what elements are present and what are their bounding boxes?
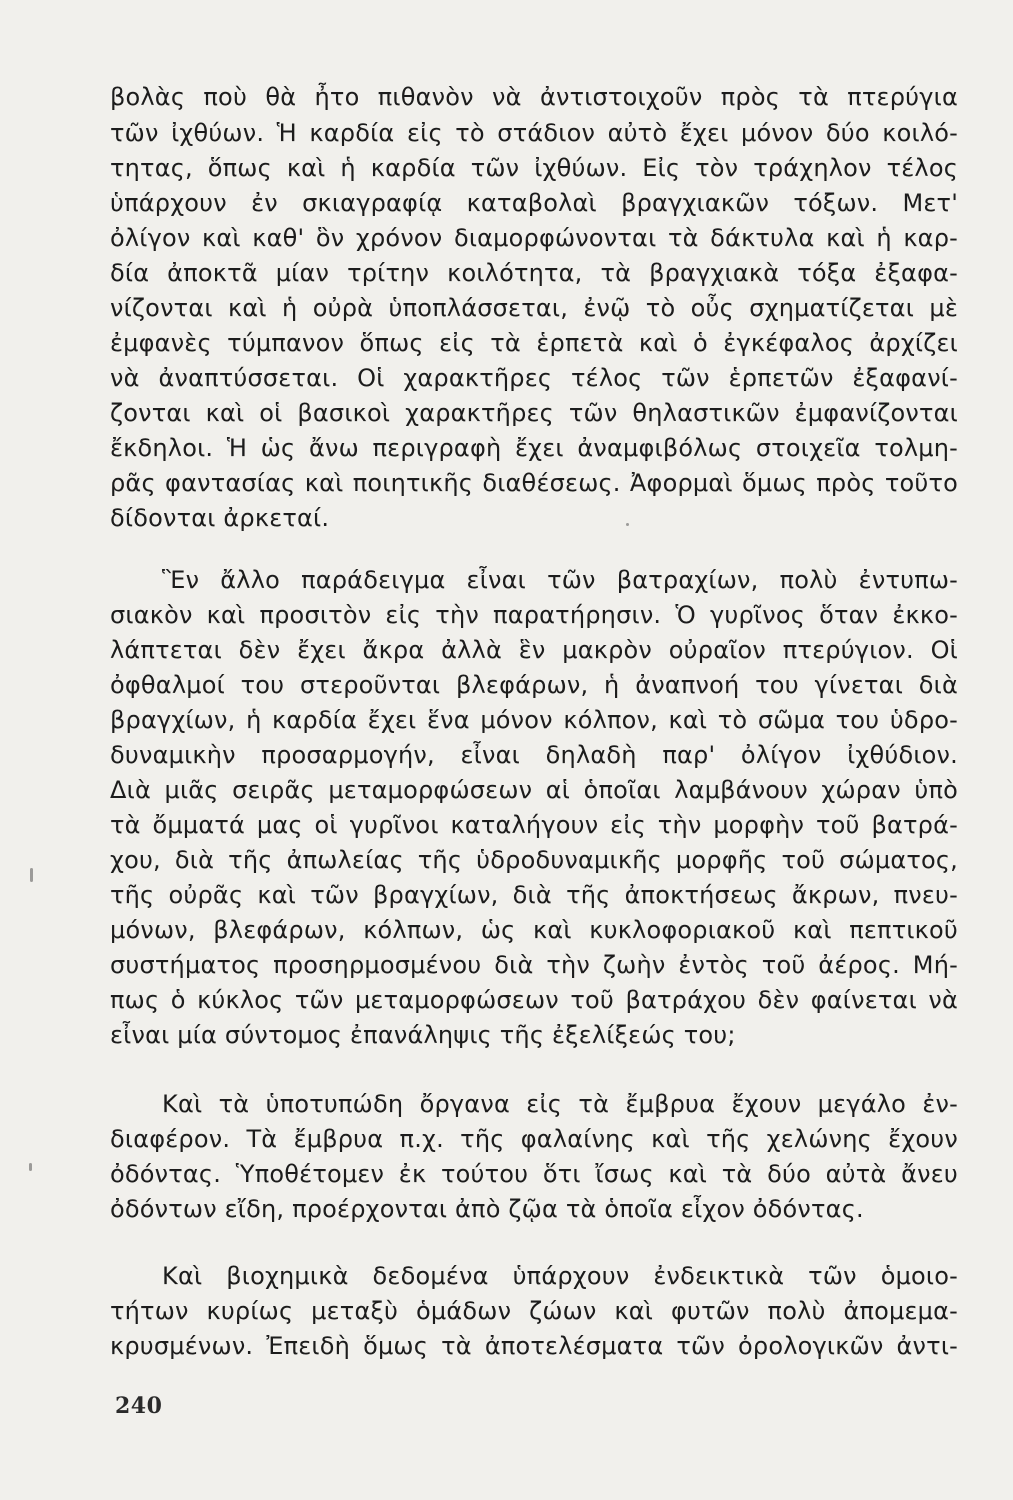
- text-line: χου, διὰ τῆς ἀπωλείας τῆς ὑδροδυναμικῆς μορφῆς τοῦ σώματος,: [110, 846, 958, 874]
- text-line: δίδονται ἀρκεταί.: [110, 504, 330, 532]
- text-line: σιακὸν καὶ προσιτὸν εἰς τὴν παρατήρησιν. Ὁ γυρῖνος ὅταν ἐκκο-: [110, 601, 958, 629]
- text-line: δυναμικὴν προσαρμογήν, εἶναι δηλαδὴ παρ' ὀλίγον ἰχθύδιον.: [110, 741, 958, 769]
- text-line: ὑπάρχουν ἐν σκιαγραφίᾳ καταβολαὶ βραγχιακῶν τόξων. Μετ': [110, 189, 958, 217]
- text-line: νὰ ἀναπτύσσεται. Οἱ χαρακτῆρες τέλος τῶν ἑρπετῶν ἐξαφανί-: [110, 364, 958, 392]
- text-line: τήτων κυρίως μεταξὺ ὁμάδων ζώων καὶ φυτῶν πολὺ ἀπομεμα-: [110, 1297, 958, 1325]
- text-line: Καὶ βιοχημικὰ δεδομένα ὑπάρχουν ἐνδεικτικὰ τῶν ὁμοιο-: [162, 1262, 958, 1290]
- text-line: τῶν ἰχθύων. Ἡ καρδία εἰς τὸ στάδιον αὐτὸ ἔχει μόνον δύο κοιλό-: [110, 119, 958, 147]
- text-line: κρυσμένων. Ἐπειδὴ ὅμως τὰ ἀποτελέσματα τῶν ὀρολογικῶν ἀντι-: [110, 1332, 958, 1360]
- scan-speck: [29, 1163, 32, 1171]
- text-line: Διὰ μιᾶς σειρᾶς μεταμορφώσεων αἱ ὁποῖαι λαμβάνουν χώραν ὑπὸ: [110, 776, 958, 804]
- text-line: ὀδόντας. Ὑποθέτομεν ἐκ τούτου ὅτι ἴσως καὶ τὰ δύο αὐτὰ ἄνευ: [110, 1160, 958, 1188]
- text-line: μόνων, βλεφάρων, κόλπων, ὡς καὶ κυκλοφοριακοῦ καὶ πεπτικοῦ: [110, 916, 958, 944]
- text-line: ὀλίγον καὶ καθ' ὃν χρόνον διαμορφώνονται τὰ δάκτυλα καὶ ἡ καρ-: [110, 224, 958, 252]
- page-number: 240: [115, 1393, 163, 1419]
- text-line: ὀδόντων εἴδη, προέρχονται ἀπὸ ζῷα τὰ ὁποῖα εἶχον ὀδόντας.: [110, 1195, 864, 1223]
- text-line: εἶναι μία σύντομος ἐπανάληψις τῆς ἐξελίξεώς του;: [110, 1021, 736, 1049]
- scan-speck: [626, 523, 629, 526]
- text-line: νίζονται καὶ ἡ οὐρὰ ὑποπλάσσεται, ἐνῷ τὸ οὖς σχηματίζεται μὲ: [110, 294, 958, 322]
- text-line: διαφέρον. Τὰ ἔμβρυα π.χ. τῆς φαλαίνης καὶ τῆς χελώνης ἔχουν: [110, 1125, 958, 1153]
- text-line: ρᾶς φαντασίας καὶ ποιητικῆς διαθέσεως. Ἀφορμαὶ ὅμως πρὸς τοῦτο: [110, 469, 958, 497]
- text-line: πως ὁ κύκλος τῶν μεταμορφώσεων τοῦ βατράχου δὲν φαίνεται νὰ: [110, 986, 958, 1014]
- text-line: Καὶ τὰ ὑποτυπώδη ὄργανα εἰς τὰ ἔμβρυα ἔχουν μεγάλο ἐν-: [162, 1090, 958, 1118]
- scan-speck: [30, 868, 33, 882]
- text-line: δία ἀποκτᾶ μίαν τρίτην κοιλότητα, τὰ βραγχιακὰ τόξα ἐξαφα-: [110, 259, 958, 287]
- text-line: τὰ ὄμματά μας οἱ γυρῖνοι καταλήγουν εἰς τὴν μορφὴν τοῦ βατρά-: [110, 811, 958, 839]
- text-line: ὀφθαλμοί του στεροῦνται βλεφάρων, ἡ ἀναπνοή του γίνεται διὰ: [110, 671, 958, 699]
- text-line: συστήματος προσηρμοσμένου διὰ τὴν ζωὴν ἐντὸς τοῦ ἀέρος. Μή-: [110, 951, 958, 979]
- text-line: τῆς οὐρᾶς καὶ τῶν βραγχίων, διὰ τῆς ἀποκτήσεως ἄκρων, πνευ-: [110, 881, 958, 909]
- text-line: τητας, ὅπως καὶ ἡ καρδία τῶν ἰχθύων. Εἰς τὸν τράχηλον τέλος: [110, 154, 958, 182]
- text-line: ἐμφανὲς τύμπανον ὅπως εἰς τὰ ἑρπετὰ καὶ ὁ ἐγκέφαλος ἀρχίζει: [110, 329, 958, 357]
- text-line: λάπτεται δὲν ἔχει ἄκρα ἀλλὰ ἓν μακρὸν οὐραῖον πτερύγιον. Οἱ: [110, 636, 958, 664]
- text-line: βραγχίων, ἡ καρδία ἔχει ἕνα μόνον κόλπον, καὶ τὸ σῶμα του ὑδρο-: [110, 706, 958, 734]
- text-line: ἔκδηλοι. Ἡ ὡς ἄνω περιγραφὴ ἔχει ἀναμφιβόλως στοιχεῖα τολμη-: [110, 434, 958, 462]
- text-line: Ἓν ἄλλο παράδειγμα εἶναι τῶν βατραχίων, πολὺ ἐντυπω-: [162, 566, 958, 594]
- text-line: ζονται καὶ οἱ βασικοὶ χαρακτῆρες τῶν θηλαστικῶν ἐμφανίζονται: [110, 399, 958, 427]
- text-line: βολὰς ποὺ θὰ ἦτο πιθανὸν νὰ ἀντιστοιχοῦν πρὸς τὰ πτερύγια: [110, 83, 958, 111]
